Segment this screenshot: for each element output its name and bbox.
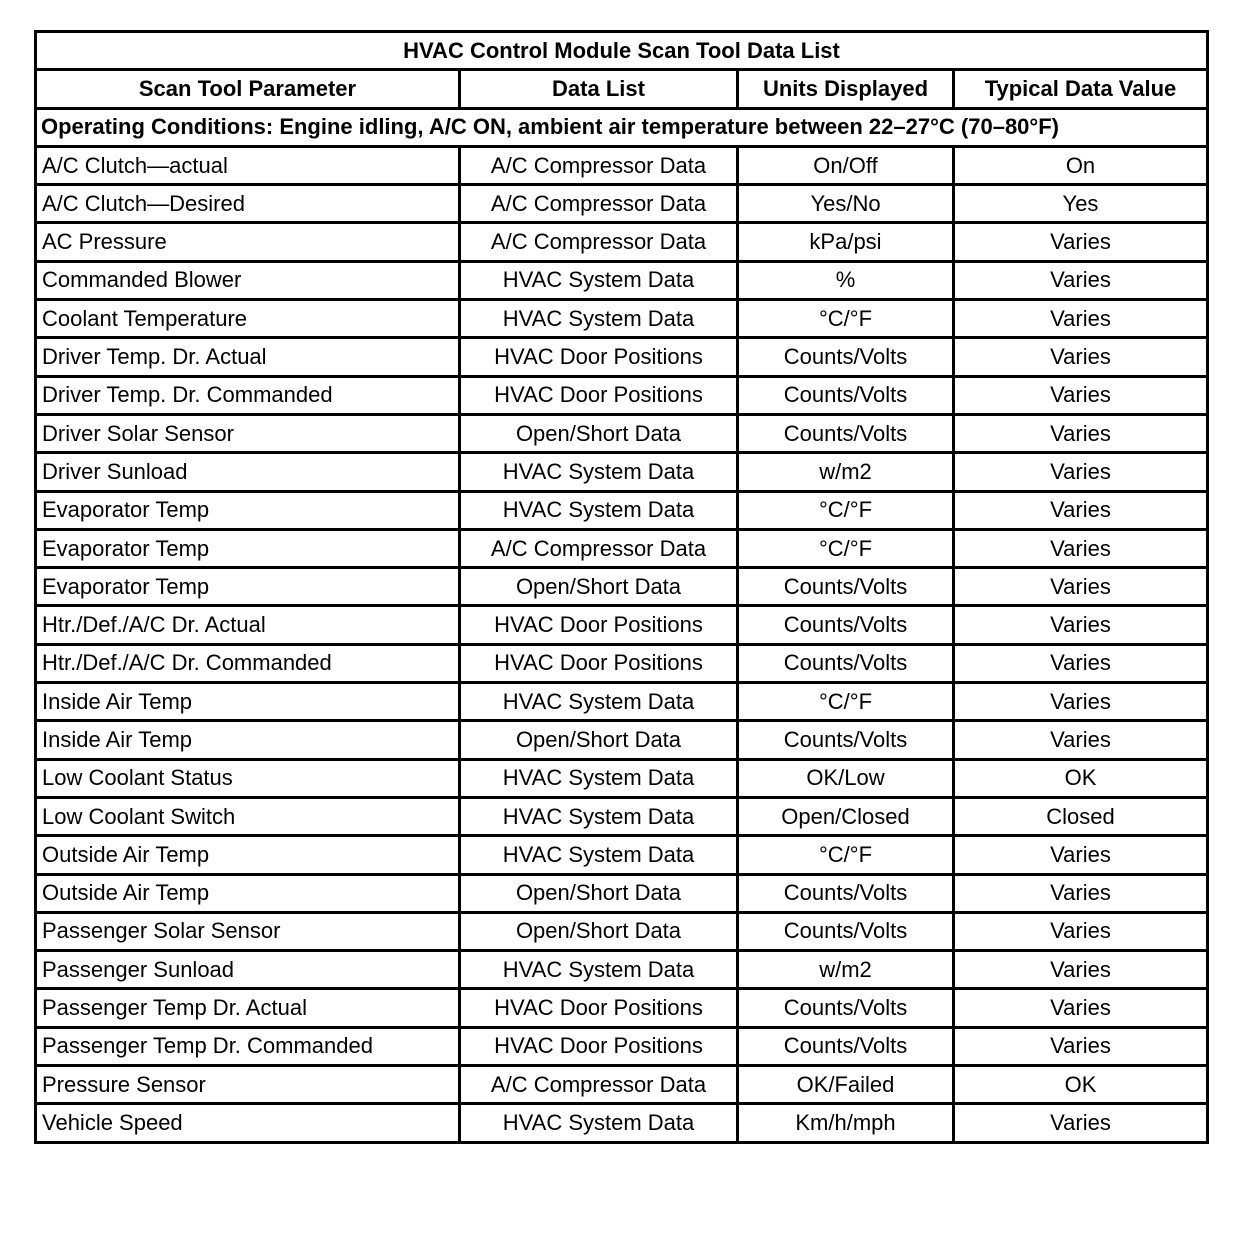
cell-units: Counts/Volts bbox=[738, 568, 954, 606]
cell-units: OK/Low bbox=[738, 759, 954, 797]
header-units-displayed: Units Displayed bbox=[738, 70, 954, 108]
cell-typical-value: Varies bbox=[954, 491, 1208, 529]
cell-parameter: Driver Temp. Dr. Actual bbox=[36, 338, 460, 376]
cell-units: Yes/No bbox=[738, 185, 954, 223]
cell-data-list: HVAC Door Positions bbox=[460, 376, 738, 414]
header-data-list: Data List bbox=[460, 70, 738, 108]
cell-data-list: HVAC Door Positions bbox=[460, 338, 738, 376]
table-row bbox=[36, 568, 1208, 606]
cell-data-list: HVAC System Data bbox=[460, 797, 738, 835]
cell-typical-value: Varies bbox=[954, 1104, 1208, 1142]
cell-parameter: Evaporator Temp bbox=[36, 568, 460, 606]
cell-parameter: Driver Solar Sensor bbox=[36, 414, 460, 452]
cell-parameter: Vehicle Speed bbox=[36, 1104, 460, 1142]
cell-units: °C/°F bbox=[738, 300, 954, 338]
cell-units: °C/°F bbox=[738, 529, 954, 567]
table-row bbox=[36, 376, 1208, 414]
cell-typical-value: Varies bbox=[954, 989, 1208, 1027]
cell-data-list: Open/Short Data bbox=[460, 874, 738, 912]
table-row bbox=[36, 261, 1208, 299]
cell-parameter: Passenger Solar Sensor bbox=[36, 912, 460, 950]
cell-typical-value: Varies bbox=[954, 453, 1208, 491]
cell-parameter: Passenger Temp Dr. Commanded bbox=[36, 1027, 460, 1065]
cell-parameter: Passenger Temp Dr. Actual bbox=[36, 989, 460, 1027]
cell-data-list: HVAC Door Positions bbox=[460, 1027, 738, 1065]
cell-parameter: Htr./Def./A/C Dr. Commanded bbox=[36, 644, 460, 682]
cell-typical-value: Varies bbox=[954, 300, 1208, 338]
table-row bbox=[36, 146, 1208, 184]
cell-parameter: Low Coolant Status bbox=[36, 759, 460, 797]
cell-typical-value: Varies bbox=[954, 223, 1208, 261]
cell-typical-value: Varies bbox=[954, 529, 1208, 567]
cell-parameter: AC Pressure bbox=[36, 223, 460, 261]
cell-units: Counts/Volts bbox=[738, 912, 954, 950]
cell-data-list: HVAC System Data bbox=[460, 836, 738, 874]
cell-data-list: HVAC Door Positions bbox=[460, 644, 738, 682]
cell-data-list: A/C Compressor Data bbox=[460, 185, 738, 223]
table-row bbox=[36, 683, 1208, 721]
cell-typical-value: Varies bbox=[954, 683, 1208, 721]
cell-data-list: HVAC System Data bbox=[460, 951, 738, 989]
cell-parameter: Driver Temp. Dr. Commanded bbox=[36, 376, 460, 414]
table-title: HVAC Control Module Scan Tool Data List bbox=[36, 32, 1208, 70]
cell-units: Km/h/mph bbox=[738, 1104, 954, 1142]
cell-units: On/Off bbox=[738, 146, 954, 184]
cell-units: Counts/Volts bbox=[738, 606, 954, 644]
cell-units: OK/Failed bbox=[738, 1066, 954, 1104]
cell-typical-value: Varies bbox=[954, 338, 1208, 376]
table-row bbox=[36, 1066, 1208, 1104]
cell-data-list: HVAC System Data bbox=[460, 759, 738, 797]
cell-parameter: Evaporator Temp bbox=[36, 529, 460, 567]
cell-parameter: Driver Sunload bbox=[36, 453, 460, 491]
cell-data-list: A/C Compressor Data bbox=[460, 529, 738, 567]
cell-parameter: Pressure Sensor bbox=[36, 1066, 460, 1104]
cell-data-list: A/C Compressor Data bbox=[460, 223, 738, 261]
cell-data-list: Open/Short Data bbox=[460, 414, 738, 452]
cell-typical-value: On bbox=[954, 146, 1208, 184]
cell-data-list: A/C Compressor Data bbox=[460, 1066, 738, 1104]
cell-parameter: Low Coolant Switch bbox=[36, 797, 460, 835]
cell-parameter: Commanded Blower bbox=[36, 261, 460, 299]
cell-typical-value: Varies bbox=[954, 606, 1208, 644]
cell-units: w/m2 bbox=[738, 453, 954, 491]
table-row bbox=[36, 951, 1208, 989]
table-row bbox=[36, 453, 1208, 491]
table-row bbox=[36, 1104, 1208, 1142]
cell-typical-value: Closed bbox=[954, 797, 1208, 835]
table-row bbox=[36, 338, 1208, 376]
cell-units: Counts/Volts bbox=[738, 874, 954, 912]
cell-data-list: Open/Short Data bbox=[460, 912, 738, 950]
table-row bbox=[36, 912, 1208, 950]
cell-parameter: Coolant Temperature bbox=[36, 300, 460, 338]
cell-typical-value: Varies bbox=[954, 951, 1208, 989]
cell-data-list: Open/Short Data bbox=[460, 721, 738, 759]
cell-parameter: Htr./Def./A/C Dr. Actual bbox=[36, 606, 460, 644]
header-typical-data-value: Typical Data Value bbox=[954, 70, 1208, 108]
table-row bbox=[36, 1027, 1208, 1065]
cell-units: kPa/psi bbox=[738, 223, 954, 261]
cell-parameter: Outside Air Temp bbox=[36, 836, 460, 874]
cell-parameter: Outside Air Temp bbox=[36, 874, 460, 912]
cell-typical-value: Varies bbox=[954, 912, 1208, 950]
cell-units: °C/°F bbox=[738, 491, 954, 529]
cell-parameter: Inside Air Temp bbox=[36, 721, 460, 759]
cell-data-list: Open/Short Data bbox=[460, 568, 738, 606]
cell-units: w/m2 bbox=[738, 951, 954, 989]
cell-typical-value: Varies bbox=[954, 568, 1208, 606]
cell-parameter: A/C Clutch—Desired bbox=[36, 185, 460, 223]
cell-typical-value: OK bbox=[954, 759, 1208, 797]
table-row bbox=[36, 989, 1208, 1027]
cell-typical-value: Varies bbox=[954, 721, 1208, 759]
table-body bbox=[36, 146, 1208, 1142]
cell-units: Counts/Volts bbox=[738, 989, 954, 1027]
cell-data-list: HVAC Door Positions bbox=[460, 989, 738, 1027]
cell-units: Counts/Volts bbox=[738, 644, 954, 682]
cell-units: Counts/Volts bbox=[738, 338, 954, 376]
cell-typical-value: Varies bbox=[954, 376, 1208, 414]
cell-parameter: Inside Air Temp bbox=[36, 683, 460, 721]
cell-typical-value: Yes bbox=[954, 185, 1208, 223]
cell-typical-value: OK bbox=[954, 1066, 1208, 1104]
cell-units: % bbox=[738, 261, 954, 299]
header-scan-tool-parameter: Scan Tool Parameter bbox=[36, 70, 460, 108]
cell-typical-value: Varies bbox=[954, 414, 1208, 452]
cell-units: Counts/Volts bbox=[738, 721, 954, 759]
table-row bbox=[36, 759, 1208, 797]
cell-typical-value: Varies bbox=[954, 836, 1208, 874]
cell-data-list: A/C Compressor Data bbox=[460, 146, 738, 184]
cell-parameter: Evaporator Temp bbox=[36, 491, 460, 529]
cell-units: Counts/Volts bbox=[738, 414, 954, 452]
cell-data-list: HVAC System Data bbox=[460, 453, 738, 491]
cell-typical-value: Varies bbox=[954, 1027, 1208, 1065]
cell-units: Counts/Volts bbox=[738, 1027, 954, 1065]
cell-units: Open/Closed bbox=[738, 797, 954, 835]
scan-tool-data-table bbox=[34, 30, 1209, 1144]
cell-data-list: HVAC System Data bbox=[460, 261, 738, 299]
operating-conditions-row bbox=[36, 108, 1208, 146]
cell-units: Counts/Volts bbox=[738, 376, 954, 414]
cell-data-list: HVAC System Data bbox=[460, 491, 738, 529]
table-row bbox=[36, 644, 1208, 682]
cell-data-list: HVAC System Data bbox=[460, 1104, 738, 1142]
table-row bbox=[36, 721, 1208, 759]
table-row bbox=[36, 223, 1208, 261]
cell-units: °C/°F bbox=[738, 683, 954, 721]
table-row bbox=[36, 606, 1208, 644]
table-row bbox=[36, 185, 1208, 223]
cell-typical-value: Varies bbox=[954, 644, 1208, 682]
table-row bbox=[36, 874, 1208, 912]
table-row bbox=[36, 491, 1208, 529]
operating-conditions: Operating Conditions: Engine idling, A/C ON, ambient air temperature between 22–27°C (70–80°F) bbox=[36, 108, 1208, 146]
cell-typical-value: Varies bbox=[954, 874, 1208, 912]
cell-data-list: HVAC System Data bbox=[460, 683, 738, 721]
table-row bbox=[36, 529, 1208, 567]
table-row bbox=[36, 414, 1208, 452]
cell-data-list: HVAC System Data bbox=[460, 300, 738, 338]
table-row bbox=[36, 797, 1208, 835]
cell-parameter: A/C Clutch—actual bbox=[36, 146, 460, 184]
cell-parameter: Passenger Sunload bbox=[36, 951, 460, 989]
cell-typical-value: Varies bbox=[954, 261, 1208, 299]
table-row bbox=[36, 300, 1208, 338]
cell-data-list: HVAC Door Positions bbox=[460, 606, 738, 644]
title-row bbox=[36, 32, 1208, 70]
table-row bbox=[36, 836, 1208, 874]
header-row bbox=[36, 70, 1208, 108]
cell-units: °C/°F bbox=[738, 836, 954, 874]
